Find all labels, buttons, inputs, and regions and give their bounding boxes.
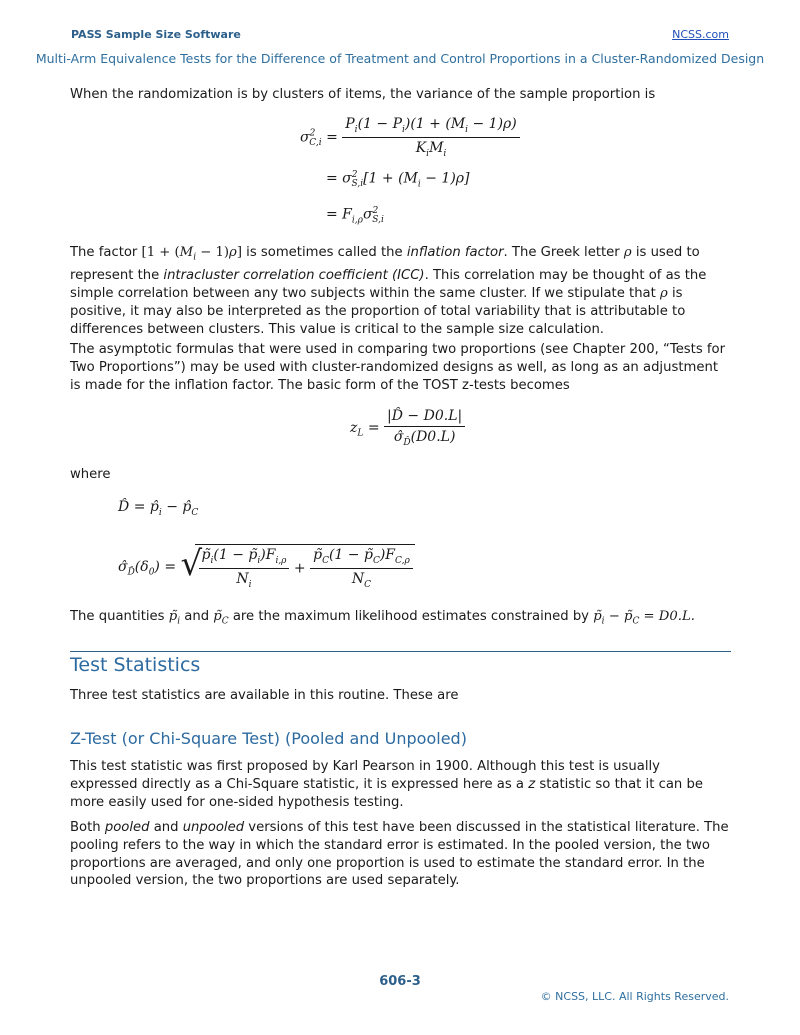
pearson-paragraph: This test statistic was first proposed by Karl Pearson in 1900. Although this test is usually expressed directly as a Chi-Square statistic, it is expressed here as a z statistic so that it can be more easily used for one-sided hypothesis testing.	[70, 759, 703, 810]
section-divider	[70, 651, 731, 652]
subsection-title: Z-Test (or Chi-Square Test) (Pooled and Unpooled)	[70, 729, 467, 748]
software-name: PASS Sample Size Software	[71, 28, 241, 41]
inflation-factor-paragraph: The factor $[1 + (M_i - 1)\rho]$ is sometimes called the inflation factor. The Greek letter ρ is used to represent the intracluster correlation coefficient (ICC). This correlation may be thought of as the simple correlation between any two subjects within the same cluster. If we stipulate that ρ is positive, it may also be interpreted as the proportion of total variability that is attributable to differences between clusters. This value is critical to the sample size calculation.	[70, 245, 707, 337]
variance-equation-line3: = $F_{i,\rho}\sigma^2_{S,i}$	[326, 206, 384, 226]
d-hat-equation: D̂ = $p̂_i$ − $p̂_C$	[118, 499, 199, 518]
variance-equation: $\sigma^2_{C,i}$ = $\frac{P_i(1 - P_i)(1 + (M_i - 1)\rho)}{K_iM_i}$	[300, 116, 520, 159]
variance-equation-line2: = $\sigma^2_{S,i}[1 + (M_i - 1)\rho]$	[326, 170, 470, 190]
quantities-paragraph: The quantities $p̃_i$ and $p̃_C$ are the maximum likelihood estimates constrained by $p̃_i$ − $p̃_C = D0.L$.	[70, 609, 695, 627]
copyright: © NCSS, LLC. All Rights Reserved.	[540, 990, 729, 1003]
page-number: 606-3	[379, 974, 421, 989]
site-link[interactable]: NCSS.com	[672, 28, 729, 41]
asymptotic-paragraph: The asymptotic formulas that were used in comparing two proportions (see Chapter 200, “Tests for Two Proportions”) may be used with cluster-randomized designs as well, as long as an adjustment is made for the inflation factor. The basic form of the TOST z-tests becomes	[70, 342, 726, 393]
intro-paragraph: When the randomization is by clusters of items, the variance of the sample proportion is	[70, 87, 656, 102]
chapter-subtitle: Multi-Arm Equivalence Tests for the Difference of Treatment and Control Proportions in a Cluster-Randomized Design	[35, 51, 765, 66]
section-intro: Three test statistics are available in this routine. These are	[70, 688, 459, 703]
z-test-equation: $z_L$ = $\frac{|D̂ - D0.L|}{\sigmâ_{D̂}(D0.L)}$	[350, 408, 465, 448]
section-title: Test Statistics	[70, 654, 201, 676]
where-label: where	[70, 467, 111, 482]
pooling-paragraph: Both pooled and unpooled versions of this test have been discussed in the statistical literature. The pooling refers to the way in which the standard error is estimated. In the pooled version, the two proportions are averaged, and only one proportion is used to estimate the standard error. In the unpooled version, the two proportions are used separately.	[70, 820, 729, 889]
sigma-hat-equation: $\sigmâ_{D̂}(\delta_0)$ = √ $\frac{p̃_i(1 - p̃_i)F_{i,\rho}}{N_i}$ + $\frac{p̃_C(1 - p̃_C)F_{C,\rho}}{N_C}$	[118, 544, 415, 590]
